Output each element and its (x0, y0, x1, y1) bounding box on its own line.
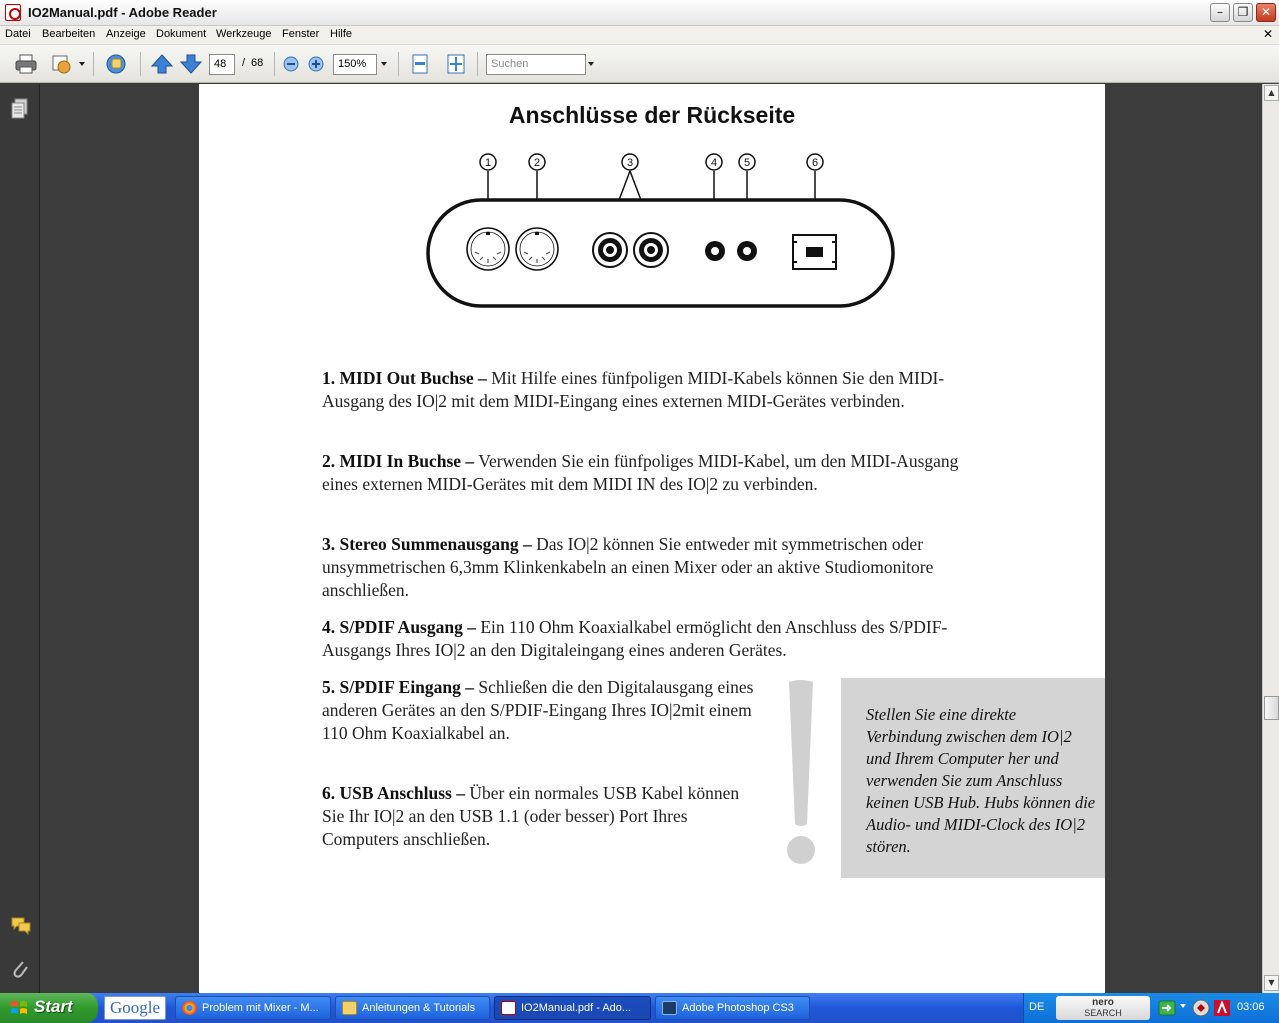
menu-datei[interactable]: Datei (5, 28, 31, 40)
fit-page-icon[interactable] (444, 53, 468, 75)
hand-tool-icon[interactable] (104, 53, 128, 75)
task-explorer[interactable] (335, 996, 490, 1020)
start-label: Start (34, 997, 73, 1016)
menu-fenster[interactable]: Fenster (282, 28, 320, 40)
diagram-label-5: 5 (743, 157, 751, 169)
item-stereo-out (322, 533, 992, 602)
search-dropdown-icon[interactable] (588, 62, 594, 66)
item-midi-in (322, 450, 992, 496)
menu-dokument[interactable]: Dokument (156, 28, 207, 40)
scroll-up-icon[interactable]: ▲ (1264, 85, 1279, 101)
menu-anzeige[interactable]: Anzeige (106, 28, 146, 40)
task-label: Anleitungen & Tutorials (362, 1002, 476, 1014)
toolbar-separator (274, 52, 275, 76)
search-input[interactable]: Suchen (486, 54, 586, 75)
toolbar (0, 45, 1279, 83)
pdf-page (199, 84, 1105, 993)
toolbar-separator (93, 52, 94, 76)
toolbar-separator (398, 52, 399, 76)
previous-page-icon[interactable] (150, 53, 174, 75)
next-page-icon[interactable] (179, 53, 203, 75)
zoom-in-icon[interactable] (307, 53, 325, 75)
start-button[interactable] (0, 993, 98, 1023)
item-text: Schließen die den Digitalausgang eines anderen Gerätes an den S/PDIF-Eingang Ihres IO|2mit einem 110 Ohm Koaxialkabel an. (322, 677, 754, 743)
exclamation-icon (783, 678, 819, 868)
diagram-label-1: 1 (484, 157, 492, 169)
menu-hilfe[interactable]: Hilfe (330, 28, 353, 40)
share-icon[interactable] (50, 53, 74, 75)
scroll-thumb[interactable] (1264, 696, 1279, 720)
window-title: IO2Manual.pdf - Adobe Reader (28, 5, 217, 20)
zoom-out-icon[interactable] (282, 53, 300, 75)
item-title: 1. MIDI Out Buchse – (322, 368, 487, 388)
task-chrome[interactable] (175, 996, 331, 1020)
photoshop-icon (662, 1001, 677, 1015)
taskbar (0, 993, 1279, 1023)
item-title: 6. USB Anschluss – (322, 783, 465, 803)
item-title: 2. MIDI In Buchse – (322, 451, 475, 471)
zoom-level-input[interactable]: 150% (333, 54, 377, 75)
nero-search-widget[interactable] (1056, 996, 1150, 1020)
nero-search-text: SEARCH (1084, 1008, 1122, 1018)
item-spdif-out (322, 616, 992, 662)
task-photoshop[interactable] (655, 996, 810, 1020)
page-number-input[interactable]: 48 (209, 54, 235, 75)
page-total: 68 (251, 57, 264, 69)
item-title: 5. S/PDIF Eingang – (322, 677, 475, 697)
pages-panel-icon[interactable] (10, 98, 30, 120)
share-dropdown-icon[interactable] (79, 62, 85, 66)
tray-expand-icon[interactable] (1180, 1004, 1186, 1008)
nero-logo-text: nero (1092, 997, 1114, 1008)
item-text: Das IO|2 können Sie entweder mit symmetrischen oder unsymmetrischen 6,3mm Klinkenkabeln an einen Mixer oder an aktive Studiomonitore anschließen. (322, 534, 934, 600)
item-spdif-in (322, 676, 762, 745)
item-text: Verwenden Sie ein fünfpoliges MIDI-Kabel, um den MIDI-Ausgang eines externen MIDI-Gerätes mit dem MIDI IN des IO|2 zu verbinden. (322, 451, 959, 494)
network-tray-icon[interactable] (1158, 1000, 1176, 1016)
toolbar-separator (477, 52, 478, 76)
diagram-label-4: 4 (710, 157, 718, 169)
vertical-scrollbar[interactable] (1262, 84, 1279, 993)
zoom-dropdown-icon[interactable] (381, 62, 387, 66)
windows-logo-icon (10, 1000, 28, 1016)
pdf-icon (501, 1001, 516, 1015)
minimize-button[interactable]: – (1210, 3, 1230, 22)
rear-panel-diagram (199, 144, 1105, 314)
print-icon[interactable] (14, 53, 38, 75)
menu-werkzeuge[interactable]: Werkzeuge (216, 28, 272, 40)
menu-bearbeiten[interactable]: Bearbeiten (42, 28, 96, 40)
task-label: Adobe Photoshop CS3 (682, 1002, 794, 1014)
item-usb (322, 782, 752, 851)
title-bar (0, 0, 1279, 26)
item-title: 4. S/PDIF Ausgang – (322, 617, 476, 637)
folder-icon (342, 1001, 357, 1015)
pdf-app-icon[interactable] (5, 4, 21, 21)
item-title: 3. Stereo Summenausgang – (322, 534, 532, 554)
close-document-icon[interactable]: ✕ (1262, 27, 1273, 41)
item-midi-out (322, 367, 992, 413)
note-box (841, 678, 1105, 878)
page-heading: Anschlüsse der Rückseite (508, 102, 796, 128)
comments-panel-icon[interactable] (10, 916, 32, 936)
menu-bar (0, 26, 1279, 45)
close-button[interactable]: ✕ (1256, 3, 1276, 22)
task-adobe-reader[interactable] (494, 996, 651, 1020)
task-label: Problem mit Mixer - M... (202, 1002, 319, 1014)
page-separator: / (242, 57, 246, 69)
antivirus-tray-icon[interactable] (1213, 999, 1231, 1017)
system-tray (1023, 993, 1279, 1023)
diagram-label-2: 2 (533, 157, 541, 169)
clock: 03:06 (1237, 1001, 1265, 1013)
language-indicator[interactable]: DE (1029, 1001, 1045, 1013)
chrome-icon (182, 1001, 197, 1015)
item-text: Mit Hilfe eines fünfpoligen MIDI-Kabels können Sie den MIDI-Ausgang des IO|2 mit dem MIDI-Eingang eines externen MIDI-Gerätes verbinden. (322, 368, 945, 411)
fit-width-icon[interactable] (408, 53, 432, 75)
item-text: Über ein normales USB Kabel können Sie Ihr IO|2 an den USB 1.1 (oder besser) Port Ihres Computers anschließen. (322, 783, 740, 849)
restore-button[interactable]: ❐ (1233, 3, 1253, 22)
note-text: Stellen Sie eine direkte Verbindung zwischen dem IO|2 und Ihrem Computer her und verwenden Sie zum Anschluss keinen USB Hub. Hubs können die Audio- und MIDI-Clock des IO|2 stören. (866, 705, 1096, 856)
document-viewport[interactable] (41, 84, 1262, 993)
task-label: IO2Manual.pdf - Ado... (521, 1002, 632, 1014)
item-text: Ein 110 Ohm Koaxialkabel ermöglicht den Anschluss des S/PDIF-Ausgangs Ihres IO|2 an den Digitaleingang eines anderen Gerätes. (322, 617, 948, 660)
scroll-down-icon[interactable]: ▼ (1264, 975, 1279, 991)
navigation-panel (0, 84, 40, 993)
toolbar-separator (140, 52, 141, 76)
attachments-panel-icon[interactable] (10, 958, 30, 980)
diagram-label-6: 6 (811, 157, 819, 169)
google-toolbar-button[interactable]: Google (104, 996, 166, 1020)
security-tray-icon[interactable] (1192, 999, 1210, 1017)
diagram-label-3: 3 (626, 157, 634, 169)
